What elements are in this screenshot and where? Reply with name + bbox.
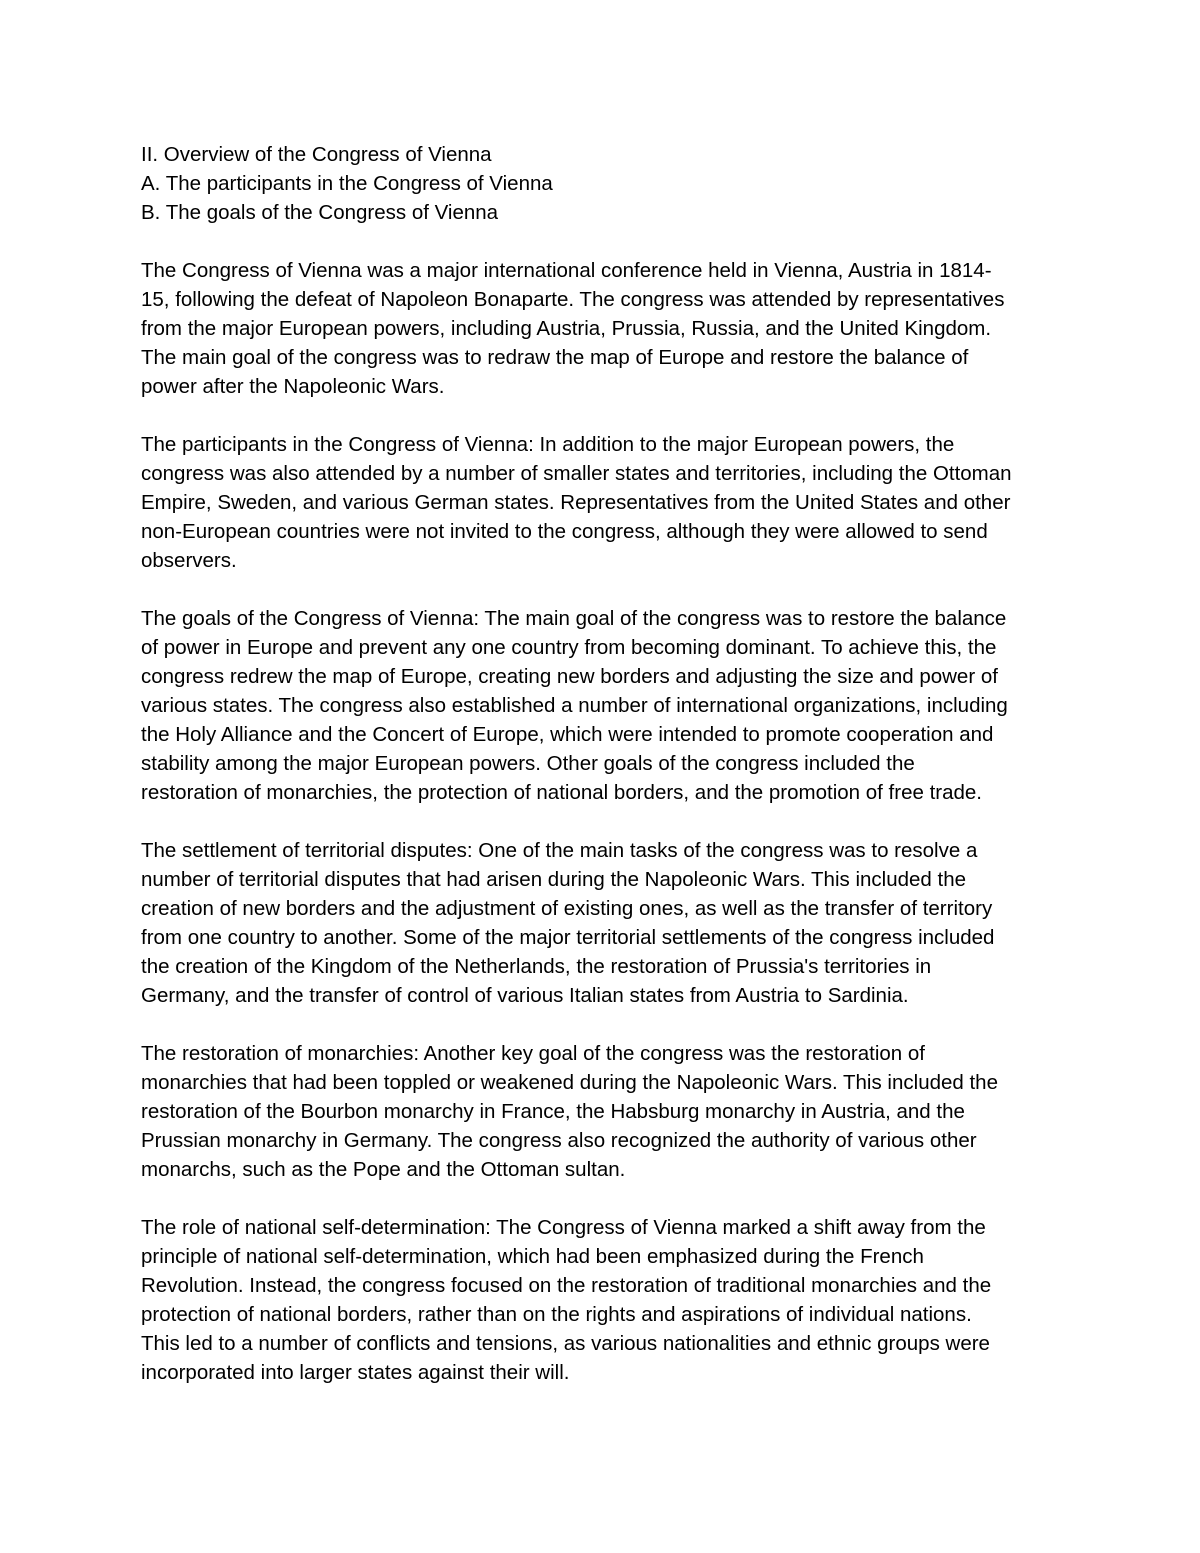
paragraph-line: congress was also attended by a number of smaller states and territories, including the Ottoman (141, 462, 1012, 485)
paragraph-territorial-disputes (141, 836, 1061, 1010)
outline-item-a: A. The participants in the Congress of Vienna (141, 172, 553, 195)
paragraph-line: from the major European powers, including Austria, Prussia, Russia, and the United Kingdom. (141, 317, 992, 340)
paragraph-line: incorporated into larger states against their will. (141, 1361, 570, 1384)
outline (141, 140, 1061, 227)
paragraph-self-determination (141, 1213, 1061, 1387)
paragraph-spacer (141, 1184, 1061, 1213)
paragraph-line: The Congress of Vienna was a major international conference held in Vienna, Austria in 1814- (141, 259, 992, 282)
paragraph-line: stability among the major European powers. Other goals of the congress included the (141, 752, 915, 775)
paragraph-line: Revolution. Instead, the congress focused on the restoration of traditional monarchies and the (141, 1274, 992, 1297)
paragraph-line: creation of new borders and the adjustment of existing ones, as well as the transfer of territory (141, 897, 993, 920)
paragraph-introduction (141, 256, 1061, 401)
paragraph-line: from one country to another. Some of the major territorial settlements of the congress included (141, 926, 995, 949)
paragraph-line: Empire, Sweden, and various German states. Representatives from the United States and other (141, 491, 1011, 514)
paragraph-line: monarchs, such as the Pope and the Ottoman sultan. (141, 1158, 626, 1181)
paragraph-line: The participants in the Congress of Vienna: In addition to the major European powers, the (141, 433, 955, 456)
paragraph-spacer (141, 401, 1061, 430)
paragraph-restoration-of-monarchies (141, 1039, 1061, 1184)
paragraph-spacer (141, 1010, 1061, 1039)
paragraph-line: The restoration of monarchies: Another key goal of the congress was the restoration of (141, 1042, 925, 1065)
paragraph-spacer (141, 807, 1061, 836)
paragraph-line: The settlement of territorial disputes: One of the main tasks of the congress was to resolve a (141, 839, 978, 862)
outline-item-b: B. The goals of the Congress of Vienna (141, 201, 499, 224)
paragraph-spacer (141, 227, 1061, 256)
paragraph-line: the creation of the Kingdom of the Netherlands, the restoration of Prussia's territories in (141, 955, 932, 978)
outline-heading: II. Overview of the Congress of Vienna (141, 143, 492, 166)
paragraph-line: the Holy Alliance and the Concert of Europe, which were intended to promote cooperation and (141, 723, 994, 746)
paragraph-line: number of territorial disputes that had arisen during the Napoleonic Wars. This included the (141, 868, 967, 891)
paragraph-line: Germany, and the transfer of control of various Italian states from Austria to Sardinia. (141, 984, 909, 1007)
paragraph-line: The main goal of the congress was to redraw the map of Europe and restore the balance of (141, 346, 969, 369)
paragraph-line: This led to a number of conflicts and tensions, as various nationalities and ethnic groups were (141, 1332, 990, 1355)
paragraph-line: principle of national self-determination, which had been emphasized during the French (141, 1245, 924, 1268)
paragraph-goals (141, 604, 1061, 807)
paragraph-line: observers. (141, 549, 237, 572)
paragraph-line: protection of national borders, rather than on the rights and aspirations of individual nations. (141, 1303, 972, 1326)
paragraph-line: of power in Europe and prevent any one country from becoming dominant. To achieve this, the (141, 636, 997, 659)
paragraph-line: various states. The congress also established a number of international organizations, including (141, 694, 1008, 717)
paragraph-line: non-European countries were not invited to the congress, although they were allowed to send (141, 520, 988, 543)
paragraph-line: The goals of the Congress of Vienna: The main goal of the congress was to restore the balance (141, 607, 1007, 630)
paragraph-participants (141, 430, 1061, 575)
document-page (141, 140, 1061, 1387)
paragraph-line: Prussian monarchy in Germany. The congress also recognized the authority of various other (141, 1129, 977, 1152)
paragraph-line: congress redrew the map of Europe, creating new borders and adjusting the size and power of (141, 665, 998, 688)
paragraph-line: monarchies that had been toppled or weakened during the Napoleonic Wars. This included the (141, 1071, 998, 1094)
paragraph-line: power after the Napoleonic Wars. (141, 375, 445, 398)
paragraph-line: restoration of the Bourbon monarchy in France, the Habsburg monarchy in Austria, and the (141, 1100, 965, 1123)
paragraph-line: 15, following the defeat of Napoleon Bonaparte. The congress was attended by representatives (141, 288, 1005, 311)
paragraph-line: restoration of monarchies, the protection of national borders, and the promotion of free trade. (141, 781, 982, 804)
paragraph-spacer (141, 575, 1061, 604)
paragraph-line: The role of national self-determination: The Congress of Vienna marked a shift away from the (141, 1216, 986, 1239)
